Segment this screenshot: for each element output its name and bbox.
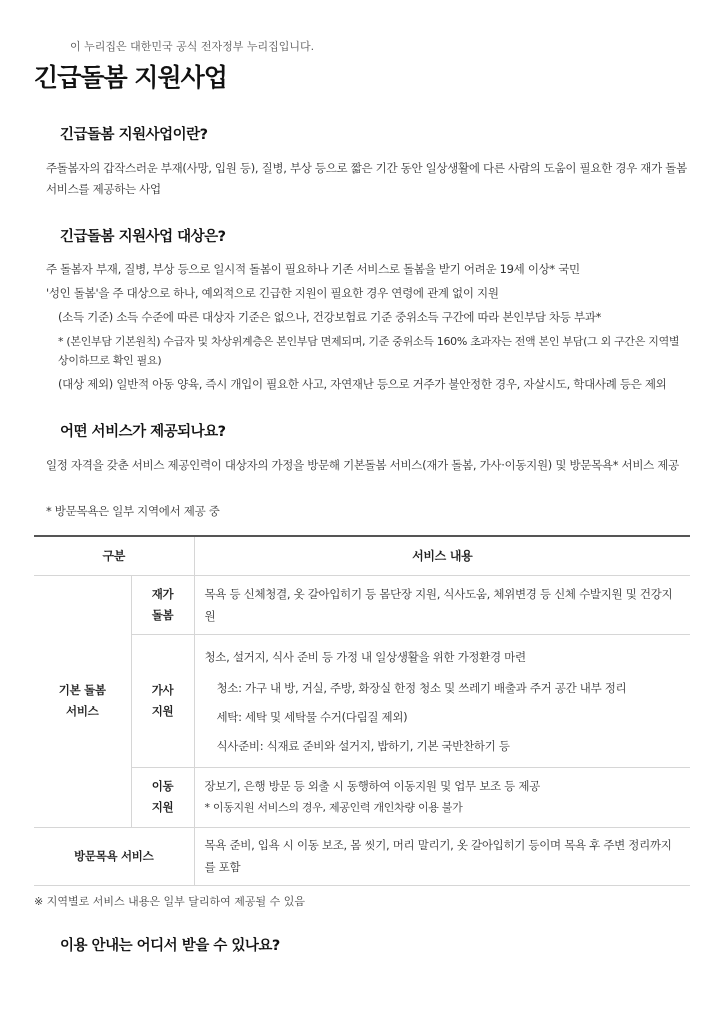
row-label-bath: 방문목욕 서비스 bbox=[34, 827, 194, 885]
section-heading-target: 긴급돌봄 지원사업 대상은? bbox=[60, 229, 226, 245]
section-body-services: 일정 자격을 갖춘 서비스 제공인력이 대상자의 가정을 방문해 기본돌봄 서비스(재가 돌봄, 가사·이동지원) 및 방문목욕* 서비스 제공 bbox=[46, 458, 679, 472]
table-row bbox=[34, 575, 690, 634]
section-heading-what: 긴급돌봄 지원사업이란? bbox=[60, 127, 208, 143]
target-line-1: 주 돌봄자 부재, 질병, 부상 등으로 일시적 돌봄이 필요하나 기존 서비스로 돌봄을 받기 어려운 19세 이상* 국민 bbox=[46, 262, 580, 276]
section-heading-services: 어떤 서비스가 제공되나요? bbox=[60, 424, 226, 440]
row-content-home-care: 목욕 등 신체청결, 옷 갈아입히기 등 몸단장 지원, 식사도움, 체위변경 등 신체 수발지원 및 건강지원 bbox=[194, 575, 690, 634]
mobility-content: 장보기, 은행 방문 등 외출 시 동행하여 이동지원 및 업무 보조 등 제공 bbox=[204, 779, 540, 793]
housework-intro: 청소, 설거지, 식사 준비 등 가정 내 일상생활을 위한 가정환경 마련 bbox=[204, 649, 526, 664]
table-row bbox=[34, 827, 690, 885]
target-line-2: '성인 돌봄'을 주 대상으로 하나, 예외적으로 긴급한 지원이 필요한 경우 연령에 관계 없이 지원 bbox=[46, 286, 499, 300]
table-row bbox=[34, 767, 690, 827]
row-label-housework: 가사 지원 bbox=[131, 634, 194, 767]
group-basic-care: 기본 돌봄 서비스 bbox=[34, 575, 131, 827]
housework-item-cleaning: 청소: 가구 내 방, 거실, 주방, 화장실 한정 청소 및 쓰레기 배출과 주거 공간 내부 정리 bbox=[216, 680, 627, 695]
table-row bbox=[34, 634, 690, 767]
target-line-income: (소득 기준) 소득 수준에 따른 대상자 기준은 없으나, 건강보험료 기준 중위소득 구간에 따라 본인부담 차등 부과* bbox=[58, 310, 602, 324]
table-header-row bbox=[34, 536, 690, 575]
housework-item-meal: 식사준비: 식재료 준비와 설거지, 밥하기, 기본 국반찬하기 등 bbox=[216, 738, 510, 753]
row-content-bath: 목욕 준비, 입욕 시 이동 보조, 몸 씻기, 머리 말리기, 옷 갈아입히기 등이며 목욕 후 주변 정리까지를 포함 bbox=[194, 827, 690, 885]
mobility-note: * 이동지원 서비스의 경우, 제공인력 개인차량 이용 불가 bbox=[204, 801, 463, 814]
housework-item-laundry: 세탁: 세탁 및 세탁물 수거(다림질 제외) bbox=[216, 709, 408, 724]
page-title: 긴급돌봄 지원사업 bbox=[34, 63, 227, 92]
row-label-mobility: 이동 지원 bbox=[131, 767, 194, 827]
target-line-exclusion: (대상 제외) 일반적 아동 양육, 즉시 개입이 필요한 사고, 자연재난 등으로 거주가 불안정한 경우, 자살시도, 학대사례 등은 제외 bbox=[58, 377, 667, 391]
row-label-home-care: 재가 돌봄 bbox=[131, 575, 194, 634]
region-footnote: ※ 지역별로 서비스 내용은 일부 달리하여 제공될 수 있음 bbox=[34, 895, 305, 908]
target-line-copay-note: * (본인부담 기본원칙) 수급자 및 차상위계층은 본인부담 면제되며, 기준 중위소득 160% 초과자는 전액 본인 부담(그 외 구간은 지역별 상이하므로 확인 필요) bbox=[58, 335, 680, 367]
table-header-content: 서비스 내용 bbox=[194, 536, 690, 575]
services-note: * 방문목욕은 일부 지역에서 제공 중 bbox=[46, 504, 220, 518]
service-table bbox=[34, 535, 690, 886]
section-heading-inquiry: 이용 안내는 어디서 받을 수 있나요? bbox=[60, 938, 280, 954]
row-content-housework bbox=[194, 634, 690, 767]
gov-notice: 이 누리집은 대한민국 공식 전자정부 누리집입니다. bbox=[70, 40, 315, 53]
section-body-what: 주돌봄자의 갑작스러운 부재(사망, 입원 등), 질병, 부상 등으로 짧은 기간 동안 일상생활에 다른 사람의 도움이 필요한 경우 재가 돌봄 서비스를 제공하는 사업 bbox=[46, 161, 687, 196]
table-header-category: 구분 bbox=[34, 536, 194, 575]
row-content-mobility bbox=[194, 767, 690, 827]
